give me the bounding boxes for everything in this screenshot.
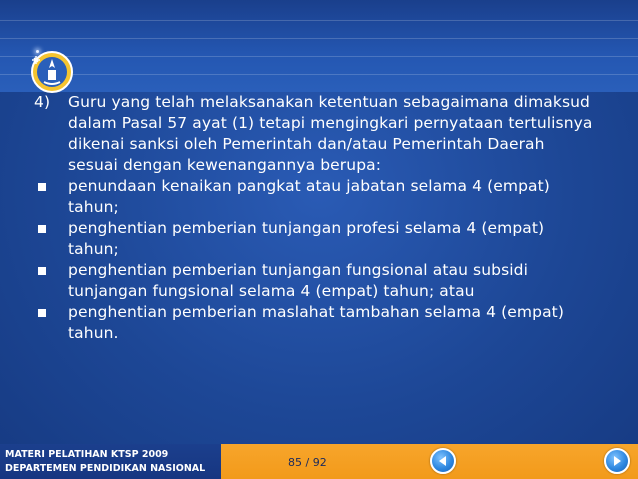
item-text-line: sesuai dengan kewenangannya berupa: xyxy=(68,156,382,174)
square-bullet-icon xyxy=(38,267,46,275)
item-text-line: penghentian pemberian maslahat tambahan selama 4 (empat) xyxy=(68,303,564,321)
arrow-right-icon xyxy=(610,454,624,468)
square-bullet-icon xyxy=(38,225,46,233)
square-bullet-icon xyxy=(38,183,46,191)
item-text-line: tahun. xyxy=(68,324,119,342)
item-text-line: tahun; xyxy=(68,198,119,216)
footer-line-1: MATERI PELATIHAN KTSP 2009 xyxy=(5,449,169,460)
list-item xyxy=(34,302,614,344)
previous-slide-button[interactable] xyxy=(430,448,456,474)
footer-line-2: DEPARTEMEN PENDIDIKAN NASIONAL xyxy=(5,463,206,474)
tut-wuri-handayani-logo xyxy=(28,48,76,96)
footer-title-block xyxy=(0,444,221,479)
footer-bar xyxy=(0,444,638,479)
list-item xyxy=(34,176,614,218)
header-band xyxy=(0,0,638,92)
item-text-line: penghentian pemberian tunjangan fungsional atau subsidi xyxy=(68,261,529,279)
square-bullet-icon xyxy=(38,309,46,317)
item-text-line: penghentian pemberian tunjangan profesi selama 4 (empat) xyxy=(68,219,545,237)
list-item xyxy=(34,92,614,176)
next-slide-button[interactable] xyxy=(604,448,630,474)
item-text-line: tahun; xyxy=(68,240,119,258)
item-text-line: Guru yang telah melaksanakan ketentuan sebagaimana dimaksud xyxy=(68,93,590,111)
item-text-line: penundaan kenaikan pangkat atau jabatan selama 4 (empat) xyxy=(68,177,550,195)
item-number: 4) xyxy=(34,93,51,111)
arrow-left-icon xyxy=(436,454,450,468)
list-item xyxy=(34,260,614,302)
item-text-line: tunjangan fungsional selama 4 (empat) tahun; atau xyxy=(68,282,475,300)
list-item xyxy=(34,218,614,260)
slide-content xyxy=(34,92,614,344)
item-text-line: dikenai sanksi oleh Pemerintah dan/atau Pemerintah Daerah xyxy=(68,135,545,153)
item-text-line: dalam Pasal 57 ayat (1) tetapi mengingkari pernyataan tertulisnya xyxy=(68,114,593,132)
page-counter: 85 / 92 xyxy=(288,456,327,469)
